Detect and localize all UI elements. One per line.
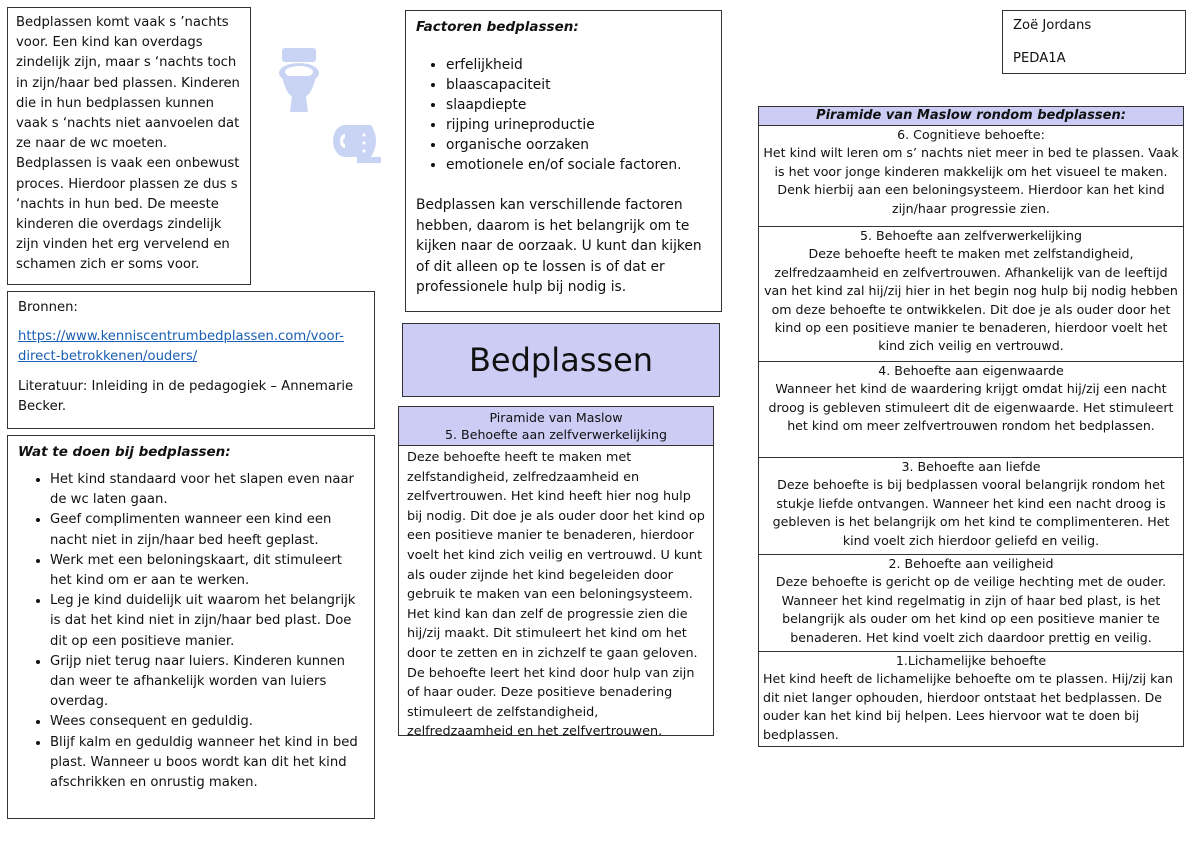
list-item: • organische oorzaken (446, 135, 711, 155)
todo-list (18, 470, 364, 793)
intro-text: Bedplassen komt vaak s ’nachts voor. Een kind kan overdags zindelijk zijn, maar s ‘nachts toch in zijn/haar bed plassen. Kinderen die in hun bedplassen kunnen vaak s ‘nachts niet aanvoelen dat ze naar de wc moeten. Bedplassen is vaak een onbewust proces. Hierdoor plassen ze dus s ‘nachts in hun bed. De meeste kinderen die overdags zindelijk zijn vinden het erg vervelend en schamen zich er soms voor. (16, 15, 240, 273)
pyramid-detail-box (398, 406, 714, 740)
source-link[interactable]: https://www.kenniscentrumbedplassen.com/voor-direct-betrokkenen/ouders/ (18, 329, 344, 365)
maslow-level (759, 458, 1183, 555)
level-text: Deze behoefte heeft te maken met zelfstandigheid, zelfredzaamheid en zelfvertrouwen. Afhankelijk van de leeftijd van het kind zal hij/zij hier in het begin nog hulp bij nodig hebben om deze behoefte te ontwikkelen. Dit doe je als ouder door het kind op een positieve manier te benaderen, hierdoor voelt het kind zich veilig en vertrouwd. (764, 246, 1178, 354)
sources-box (7, 291, 375, 429)
pyramid-detail-text: Deze behoefte heeft te maken met zelfstandigheid, zelfredzaamheid en zelfvertrouwen. Het kind heeft hier nog hulp bij nodig. Dit doe je als ouder door het kind op een positieve manier te benaderen, hierdoor voelt het kind zich veilig en vertrouwd. U kunt als ouder zijnde het kind begeleiden door gebruik te maken van een beloningsysteem. Het kind kan dan zelf de progressie zien die hij/zij maakt. Dit stimuleert het kind om het door te zetten en in zichzelf te gaan geloven. De behoefte leert het kind door hulp van zijn of haar ouder. Deze positieve benadering stimuleert de zelfstandigheid, zelfredzaamheid en het zelfvertrouwen. (407, 450, 705, 740)
intro-box (7, 7, 251, 285)
maslow-level (759, 227, 1183, 362)
list-item: • slaapdiepte (446, 95, 711, 115)
list-item: • Blijf kalm en geduldig wanneer het kind in bed plast. Wanneer u boos wordt kan dit het kind afschrikken en onrustig maken. (50, 733, 364, 794)
list-item: • Het kind standaard voor het slapen even naar de wc laten gaan. (50, 470, 364, 510)
todo-title: Wat te doen bij bedplassen: (18, 444, 231, 460)
level-heading: 6. Cognitieve behoefte: (897, 127, 1045, 142)
list-item: • Wees consequent en geduldig. (50, 712, 364, 732)
level-heading: 3. Behoefte aan liefde (901, 459, 1041, 474)
factors-text: Bedplassen kan verschillende factoren hebben, daarom is het belangrijk om te kijken naar de oorzaak. U kunt dan kijken of dit alleen op te lossen is of dat er professionele hulp bij nodig is. (416, 197, 702, 295)
level-heading: 1.Lichamelijke behoefte (895, 653, 1047, 668)
list-item: • blaascapaciteit (446, 75, 711, 95)
list-item: • emotionele en/of sociale factoren. (446, 155, 711, 175)
level-heading: 5. Behoefte aan zelfverwerkelijking (860, 228, 1082, 243)
todo-box (7, 435, 375, 819)
factors-title: Factoren bedplassen: (416, 19, 579, 35)
maslow-title: Piramide van Maslow rondom bedplassen: (759, 107, 1183, 126)
level-text: Wanneer het kind de waardering krijgt omdat hij/zij een nacht droog is gebleven stimuleert dit de eigenwaarde. Het stimuleert het kind om meer zelfvertrouwen rondom het bedplassen. (768, 381, 1174, 434)
maslow-level (759, 362, 1183, 458)
factors-box (405, 10, 722, 312)
level-text: Het kind heeft de lichamelijke behoefte om te plassen. Hij/zij kan dit niet langer ophouden, hierdoor ontstaat het bedplassen. De ouder kan het kind bij helpen. Lees hiervoor wat te doen bij bedplassen. (763, 671, 1173, 742)
list-item: • Geef complimenten wanneer een kind een nacht niet in zijn/haar bed heeft geplast. (50, 510, 364, 550)
sources-label: Bronnen: (18, 300, 78, 315)
toilet-paper-icon (331, 121, 383, 165)
list-item: • rijping urineproductie (446, 115, 711, 135)
factors-list (416, 55, 711, 175)
level-text: Deze behoefte is bij bedplassen vooral belangrijk rondom het stukje liefde ontvangen. Wanneer het kind een nacht droog is gebleven is het belangrijk om het kind te complimenteren. Het kind voelt zich hierdoor geliefd en veilig. (772, 477, 1170, 548)
maslow-level (759, 652, 1183, 748)
pyramid-detail-title: Piramide van Maslow (489, 410, 623, 425)
list-item: • Grijp niet terug naar luiers. Kinderen kunnen dan weer te afhankelijk worden van luiers overdag. (50, 652, 364, 713)
pyramid-detail-header (399, 407, 713, 446)
level-text: Deze behoefte is gericht op de veilige hechting met de ouder. Wanneer het kind regelmatig in zijn of haar bed plast, is het belangrijk als ouder om het kind op een positieve manier te benaderen. Het kind voelt zich daardoor prettig en veilig. (775, 574, 1167, 645)
level-heading: 2. Behoefte aan veiligheid (888, 556, 1054, 571)
pyramid-detail-subtitle: 5. Behoefte aan zelfverwerkelijking (445, 427, 667, 442)
list-item: • Leg je kind duidelijk uit waarom het belangrijk is dat het kind niet in zijn/haar bed plast. Doe dit op een positieve manier. (50, 591, 364, 652)
page-title: Bedplassen (402, 323, 720, 397)
toilet-icon (276, 46, 322, 114)
maslow-level (759, 126, 1183, 227)
maslow-table (758, 106, 1184, 747)
maslow-level (759, 555, 1183, 652)
list-item: • Werk met een beloningskaart, dit stimuleert het kind om er aan te werken. (50, 551, 364, 591)
literature-text: Literatuur: Inleiding in de pedagogiek – Annemarie Becker. (18, 378, 354, 414)
list-item: • erfelijkheid (446, 55, 711, 75)
level-text: Het kind wilt leren om s’ nachts niet meer in bed te plassen. Vaak is het voor jonge kinderen makkelijk om het visueel te maken. Denk hierbij aan een beloningsysteem. Hierdoor kan het kind zijn/haar progressie zien. (763, 145, 1179, 216)
class-code: PEDA1A (1013, 51, 1066, 67)
student-name: Zoë Jordans (1013, 18, 1092, 33)
level-heading: 4. Behoefte aan eigenwaarde (878, 363, 1064, 378)
name-box (1002, 10, 1186, 74)
